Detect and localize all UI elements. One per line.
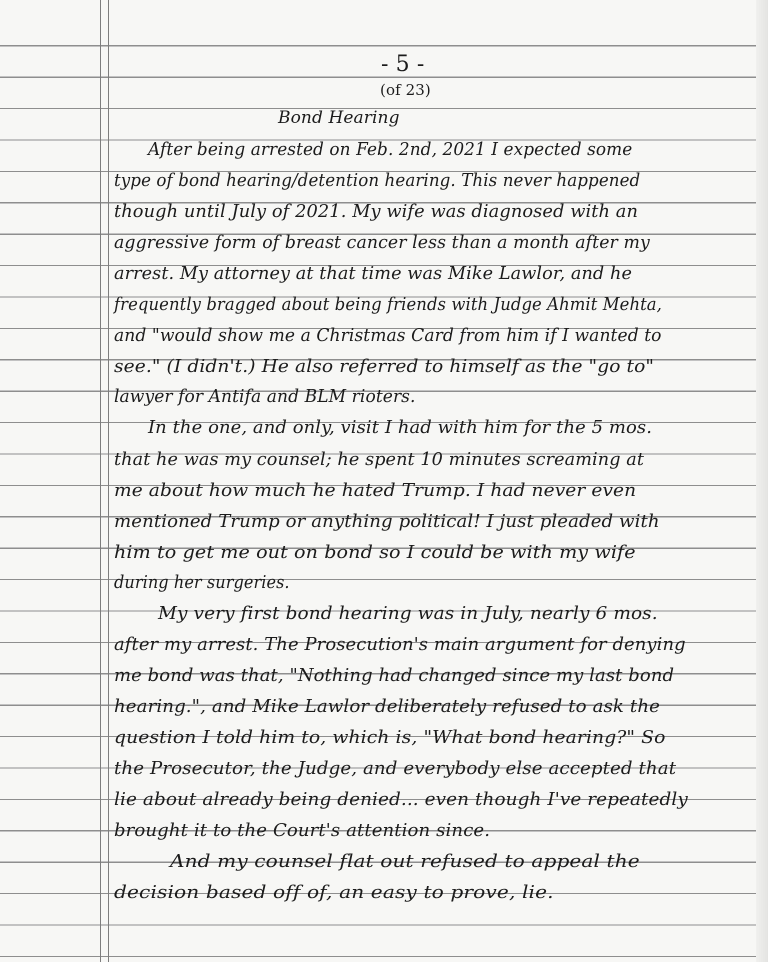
page-total: (of 23) — [380, 81, 431, 99]
text-line: My very first bond hearing was in July, nearly 6 mos. — [158, 603, 658, 624]
text-line: decision based off of, an easy to prove, lie. — [114, 882, 554, 903]
text-line: lawyer for Antifa and BLM rioters. — [114, 386, 416, 407]
text-line: him to get me out on bond so I could be with my wife — [114, 542, 636, 563]
text-line: me bond was that, "Nothing had changed since my last bond — [114, 665, 675, 686]
text-line: question I told him to, which is, "What bond hearing?" So — [114, 727, 666, 748]
text-line: brought it to the Court's attention since. — [114, 820, 491, 841]
margin-line-right — [108, 0, 109, 962]
text-line: though until July of 2021. My wife was diagnosed with an — [114, 201, 639, 222]
text-line: frequently bragged about being friends with Judge Ahmit Mehta, — [114, 294, 662, 315]
text-line: mentioned Trump or anything political! I just pleaded with — [114, 511, 660, 532]
text-line: arrest. My attorney at that time was Mike Lawlor, and he — [114, 263, 632, 284]
page-edge — [756, 0, 768, 962]
margin-line-left — [100, 0, 101, 962]
text-line: see." (I didn't.) He also referred to himself as the "go to" — [114, 356, 655, 377]
section-heading: Bond Hearing — [278, 108, 400, 128]
text-line: and "would show me a Christmas Card from him if I wanted to — [114, 325, 662, 346]
text-line: after my arrest. The Prosecution's main argument for denying — [114, 634, 686, 655]
text-line: After being arrested on Feb. 2nd, 2021 I expected some — [148, 139, 633, 160]
text-line: hearing.", and Mike Lawlor deliberately refused to ask the — [114, 696, 660, 717]
text-line: that he was my counsel; he spent 10 minutes screaming at — [114, 449, 645, 470]
text-line: lie about already being denied... even though I've repeatedly — [114, 789, 688, 810]
page-number: - 5 - — [381, 52, 425, 77]
text-line: type of bond hearing/detention hearing. This never happened — [114, 170, 641, 191]
text-line: me about how much he hated Trump. I had never even — [114, 480, 637, 501]
text-line: aggressive form of breast cancer less than a month after my — [114, 232, 650, 253]
text-line: In the one, and only, visit I had with him for the 5 mos. — [148, 417, 653, 438]
text-line: And my counsel flat out refused to appeal the — [170, 851, 640, 872]
text-line: during her surgeries. — [114, 572, 290, 593]
text-line: the Prosecutor, the Judge, and everybody else accepted that — [114, 758, 677, 779]
